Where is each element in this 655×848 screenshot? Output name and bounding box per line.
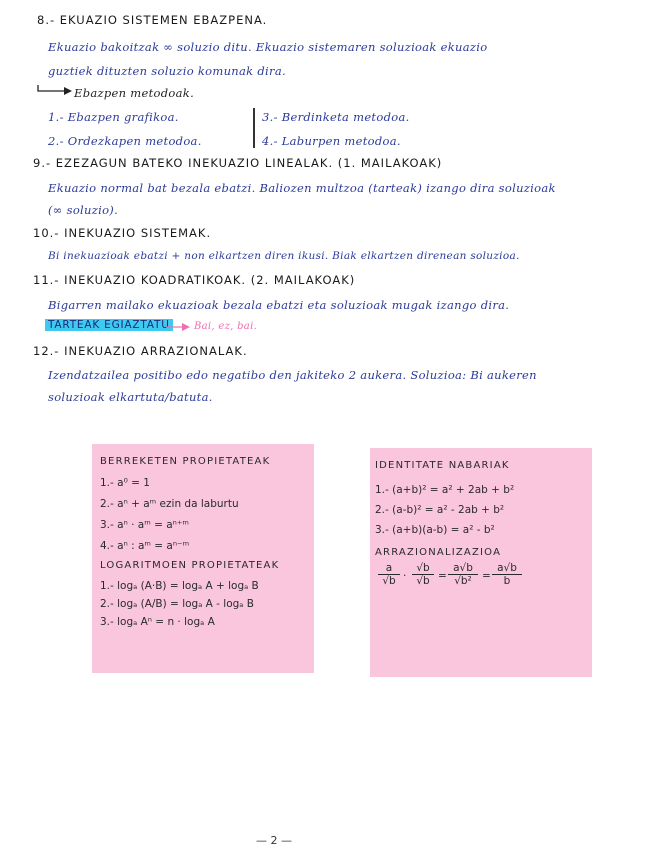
method-2: 2.- Ordezkapen metodoa. (48, 134, 202, 148)
method-4: 4.- Laburpen metodoa. (262, 134, 401, 148)
fraction-a-over-sqrtb (378, 562, 400, 587)
powers-title: BERREKETEN PROPIETATEAK (100, 456, 271, 467)
fraction-denominator: √b (378, 574, 400, 587)
methods-title: Ebazpen metodoak. (74, 86, 195, 100)
section-8-text-2: guztiek dituzten soluzio komunak dira. (48, 64, 286, 78)
sticky-note-identities (370, 448, 592, 677)
highlight-check-intervals: TARTEAK EGIAZTATU (45, 319, 173, 331)
equals-sign: = (438, 570, 447, 582)
identity-2: 2.- (a-b)² = a² - 2ab + b² (375, 504, 505, 516)
fraction-denominator: b (492, 574, 522, 587)
fraction-numerator: a√b (497, 562, 517, 574)
power-rule-3: 3.- aⁿ · aᵐ = aⁿ⁺ᵐ (100, 519, 189, 531)
method-3: 3.- Berdinketa metodoa. (262, 110, 410, 124)
section-11-text: Bigarren mailako ekuazioak bezala ebatzi eta soluzioak mugak izango dira. (48, 298, 510, 312)
fraction-numerator: a√b (453, 562, 473, 574)
dot-operator: · (403, 570, 407, 582)
pink-arrow-icon (165, 322, 193, 332)
section-11-title: 11.- INEKUAZIO KOADRATIKOAK. (2. MAILAKOAK) (33, 273, 356, 287)
section-9-text-2: (∞ soluzio). (48, 203, 119, 217)
section-10-title: 10.- INEKUAZIO SISTEMAK. (33, 226, 212, 240)
log-rule-3: 3.- logₐ Aⁿ = n · logₐ A (100, 616, 215, 628)
power-rule-4: 4.- aⁿ : aᵐ = aⁿ⁻ᵐ (100, 540, 190, 552)
log-rule-1: 1.- logₐ (A·B) = logₐ A + logₐ B (100, 580, 259, 592)
arrow-icon (36, 84, 76, 98)
section-12-text-2: soluzioak elkartuta/batuta. (48, 390, 213, 404)
identities-title: IDENTITATE NABARIAK (375, 460, 510, 471)
sticky-note-powers-logs (92, 444, 314, 673)
section-9-title: 9.- EZEZAGUN BATEKO INEKUAZIO LINEALAK. (1. MAILAKOAK) (33, 156, 443, 170)
fraction-asqrtb-over-b (492, 562, 522, 587)
section-8-text-1: Ekuazio bakoitzak ∞ soluzio ditu. Ekuazio sistemaren soluzioak ekuazio (48, 40, 488, 54)
pink-note: Bai, ez, bai. (194, 321, 258, 332)
column-divider (253, 108, 255, 148)
fraction-denominator: √b² (448, 574, 478, 587)
method-1: 1.- Ebazpen grafikoa. (48, 110, 179, 124)
log-rule-2: 2.- logₐ (A/B) = logₐ A - logₐ B (100, 598, 254, 610)
fraction-asqrtb-over-sqrtb2 (448, 562, 478, 587)
section-12-title: 12.- INEKUAZIO ARRAZIONALAK. (33, 344, 248, 358)
section-8-title: 8.- EKUAZIO SISTEMEN EBAZPENA. (37, 13, 268, 27)
power-rule-2: 2.- aⁿ + aᵐ ezin da laburtu (100, 498, 239, 510)
rationalization-title: ARRAZIONALIZAZIOA (375, 547, 502, 558)
fraction-sqrtb-over-sqrtb (412, 562, 434, 587)
equals-sign: = (482, 570, 491, 582)
identity-1: 1.- (a+b)² = a² + 2ab + b² (375, 484, 515, 496)
section-10-text: Bi inekuazioak ebatzi + non elkartzen diren ikusi. Biak elkartzen direnean soluzioa. (48, 250, 520, 262)
section-9-text-1: Ekuazio normal bat bezala ebatzi. Baliozen multzoa (tarteak) izango dira soluzioak (48, 181, 556, 195)
fraction-numerator: √b (416, 562, 430, 574)
fraction-numerator: a (385, 562, 393, 574)
section-12-text-1: Izendatzailea positibo edo negatibo den jakiteko 2 aukera. Soluzioa: Bi aukeren (48, 368, 537, 382)
power-rule-1: 1.- a⁰ = 1 (100, 477, 150, 489)
page-number: — 2 — (256, 834, 292, 847)
fraction-denominator: √b (412, 574, 434, 587)
identity-3: 3.- (a+b)(a-b) = a² - b² (375, 524, 495, 536)
logs-title: LOGARITMOEN PROPIETATEAK (100, 560, 280, 571)
